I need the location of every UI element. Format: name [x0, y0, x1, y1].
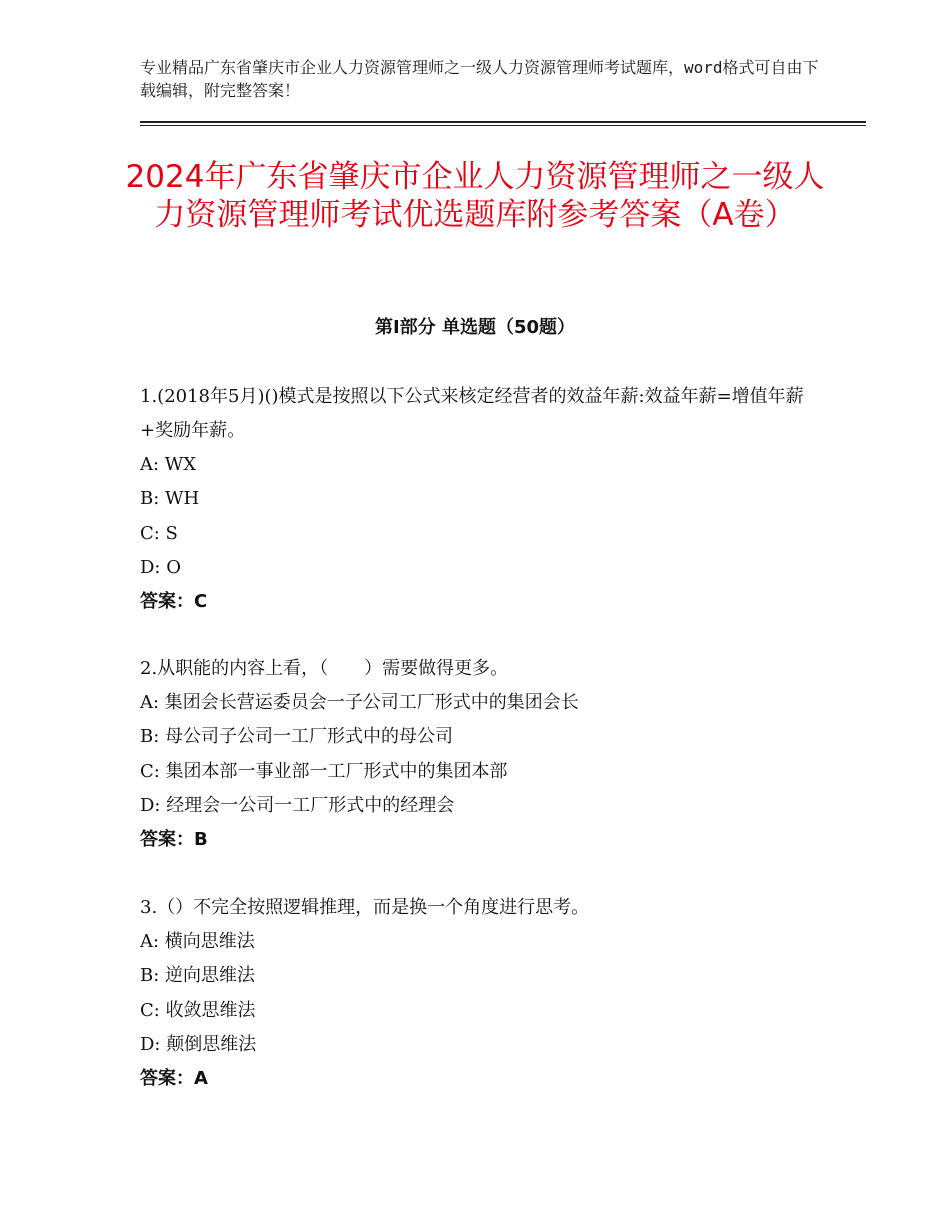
option-b: B: 母公司子公司一工厂形式中的母公司: [140, 726, 454, 748]
answer: 答案：B: [140, 829, 208, 851]
option-b: B: WH: [140, 488, 200, 510]
option-c: C: 集团本部一事业部一工厂形式中的集团本部: [140, 760, 508, 782]
option-c: C: 收敛思维法: [140, 999, 256, 1021]
answer: 答案：C: [140, 591, 208, 613]
question-2: [140, 652, 820, 857]
question-1: [140, 380, 820, 619]
question-stem: 1.(2018年5月)()模式是按照以下公式来核定经营者的效益年薪:效益年薪=增值年薪+奖励年薪。: [140, 386, 804, 441]
option-a: A: 横向思维法: [140, 931, 255, 952]
option-a: A: 集团会长营运委员会一子公司工厂形式中的集团会长: [140, 692, 579, 713]
option-c: C: S: [140, 522, 178, 544]
option-a: A: WX: [140, 454, 197, 475]
question-stem: 3.（）不完全按照逻辑推理，而是换一个角度进行思考。: [140, 897, 590, 918]
option-b: B: 逆向思维法: [140, 965, 256, 987]
header-divider: [140, 121, 866, 123]
document-title: 2024年广东省肇庆市企业人力资源管理师之一级人力资源管理师考试优选题库附参考答案（A卷）: [125, 159, 825, 233]
option-d: D: O: [140, 556, 181, 578]
question-3: [140, 891, 820, 1096]
option-d: D: 颠倒思维法: [140, 1033, 257, 1055]
header-divider-thin: [140, 125, 866, 126]
question-stem: 2.从职能的内容上看，（ ）需要做得更多。: [140, 658, 509, 679]
section-title: 第Ⅰ部分 单选题（50题）: [374, 317, 575, 338]
answer: 答案：A: [140, 1068, 208, 1090]
header-note: 专业精品广东省肇庆市企业人力资源管理师之一级人力资源管理师考试题库，word格式可自由下载编辑，附完整答案！: [140, 58, 819, 100]
option-d: D: 经理会一公司一工厂形式中的经理会: [140, 794, 455, 816]
